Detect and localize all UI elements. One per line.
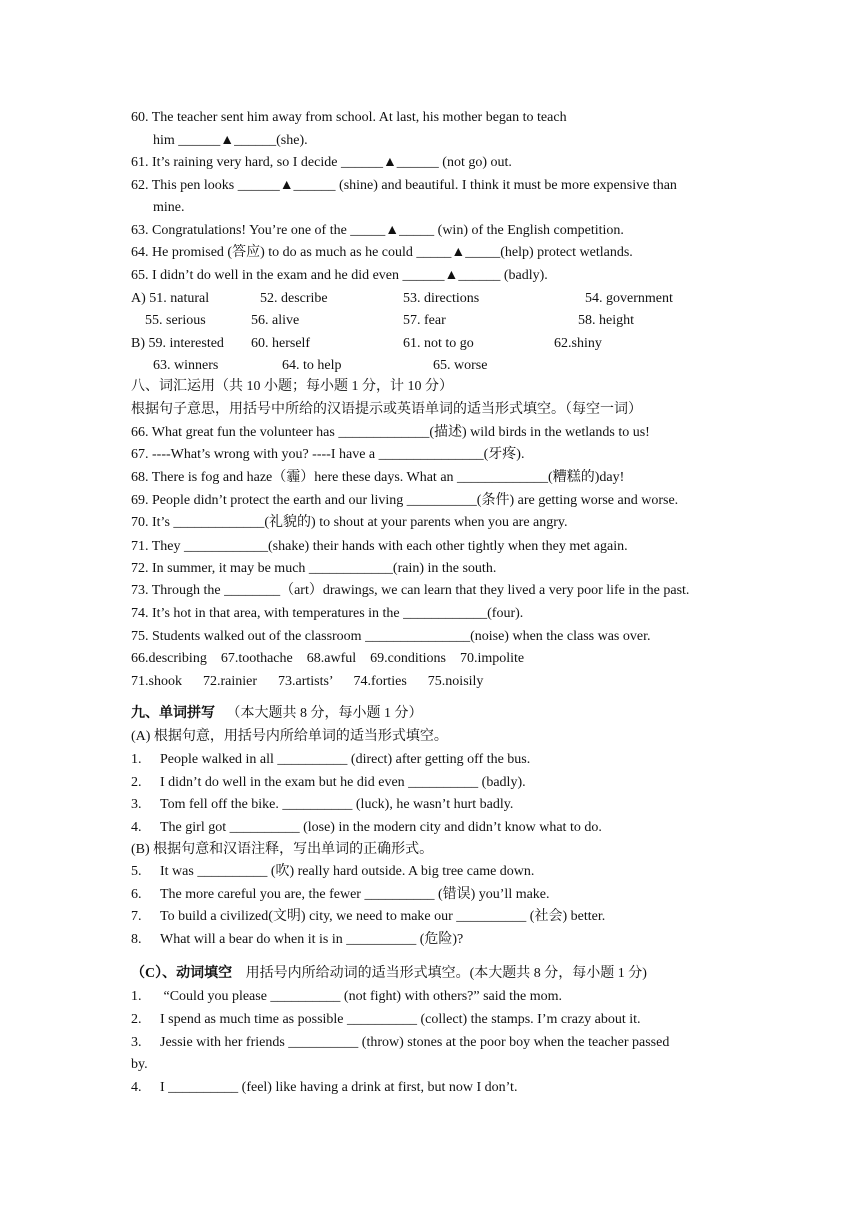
answer-cell: 60. herself (251, 336, 311, 351)
answer-cell: 55. serious (145, 313, 206, 328)
answer-cell: 52. describe (260, 291, 328, 306)
item-number: 6. (131, 887, 142, 902)
question-61: 61. It’s raining very hard, so I decide ______▲______ (not go) out. (131, 155, 512, 170)
item-text: The girl got __________ (lose) in the modern city and didn’t know what to do. (160, 820, 602, 835)
answer-cell: B) 59. interested (131, 336, 224, 351)
item-number: 5. (131, 864, 142, 879)
answer-cell: 57. fear (403, 313, 446, 328)
item-number: 8. (131, 932, 142, 947)
question-64: 64. He promised (答应) to do as much as he could _____▲_____(help) protect wetlands. (131, 245, 633, 260)
question-66: 66. What great fun the volunteer has _____________(描述) wild birds in the wetlands to us! (131, 425, 650, 440)
item-text: People walked in all __________ (direct) after getting off the bus. (160, 752, 531, 767)
answer-cell: 63. winners (153, 358, 219, 373)
question-71: 71. They ____________(shake) their hands with each other tightly when they met again. (131, 539, 628, 554)
item-number: 4. (131, 1080, 142, 1095)
answer-cell: 64. to help (282, 358, 342, 373)
section-9-title-rest: （本大题共 8 分，每小题 1 分） (226, 706, 423, 721)
section-9b-heading: (B) 根据句意和汉语注释，写出单词的正确形式。 (131, 842, 434, 857)
question-62: 62. This pen looks ______▲______ (shine) and beautiful. I think it must be more expensive than (131, 178, 677, 193)
question-69: 69. People didn’t protect the earth and our living __________(条件) are getting worse and worse. (131, 493, 679, 508)
item-text: I spend as much time as possible __________ (collect) the stamps. I’m crazy about it. (160, 1012, 641, 1027)
answer-cell: 54. government (585, 291, 673, 306)
item-number: 4. (131, 820, 142, 835)
question-60-cont: him ______▲______(she). (153, 133, 308, 148)
item-text: The more careful you are, the fewer __________ (错误) you’ll make. (160, 887, 550, 902)
question-73: 73. Through the ________（art）drawings, we can learn that they lived a very poor life in the past. (131, 583, 690, 598)
item-text: I __________ (feel) like having a drink at first, but now I don’t. (160, 1080, 518, 1095)
item-number: 2. (131, 775, 142, 790)
section-c-title-bold: （C）、动词填空 (131, 966, 233, 981)
item-number: 7. (131, 909, 142, 924)
item-number: 1. (131, 752, 142, 767)
list-item-cont: by. (131, 1057, 148, 1072)
answer-cell: 53. directions (403, 291, 480, 306)
question-75: 75. Students walked out of the classroom _______________(noise) when the class was over. (131, 629, 651, 644)
item-number: 2. (131, 1012, 142, 1027)
answer-cell: 58. height (578, 313, 634, 328)
section-8-title: 八、词汇运用（共 10 小题；每小题 1 分，计 10 分） (131, 379, 453, 394)
question-70: 70. It’s _____________(礼貌的) to shout at your parents when you are angry. (131, 515, 568, 530)
answers-8-row-2: 71.shook 72.rainier 73.artists’ 74.forties 75.noisily (131, 674, 484, 689)
section-9-title-bold: 九、单词拼写 (131, 706, 215, 721)
question-65: 65. I didn’t do well in the exam and he did even ______▲______ (badly). (131, 268, 548, 283)
question-72: 72. In summer, it may be much ____________(rain) in the south. (131, 561, 497, 576)
section-9a-heading: (A) 根据句意，用括号内所给单词的适当形式填空。 (131, 729, 448, 744)
question-63: 63. Congratulations! You’re one of the _____▲_____ (win) of the English competition. (131, 223, 624, 238)
section-c-title (131, 965, 647, 983)
item-text: What will a bear do when it is in __________ (危险)? (160, 932, 464, 947)
answer-cell: 62.shiny (554, 336, 602, 351)
answer-cell: A) 51. natural (131, 291, 210, 306)
item-text: Tom fell off the bike. __________ (luck), he wasn’t hurt badly. (160, 797, 514, 812)
question-74: 74. It’s hot in that area, with temperatures in the ____________(four). (131, 606, 524, 621)
item-text: It was __________ (吹) really hard outside. A big tree came down. (160, 864, 535, 879)
question-62-cont: mine. (153, 200, 185, 215)
item-text: I didn’t do well in the exam but he did even __________ (badly). (160, 775, 526, 790)
answer-cell: 65. worse (433, 358, 488, 373)
item-number: 1. (131, 989, 142, 1004)
answers-8-row-1: 66.describing 67.toothache 68.awful 69.conditions 70.impolite (131, 651, 525, 666)
section-8-instructions: 根据句子意思，用括号中所给的汉语提示或英语单词的适当形式填空。（每空一词） (131, 402, 642, 417)
item-text: To build a civilized(文明) city, we need to make our __________ (社会) better. (160, 909, 606, 924)
item-number: 3. (131, 797, 142, 812)
item-text: Jessie with her friends __________ (throw) stones at the poor boy when the teacher passed (160, 1035, 670, 1050)
question-67: 67. ----What’s wrong with you? ----I have a _______________(牙疼). (131, 447, 525, 462)
answer-cell: 61. not to go (403, 336, 474, 351)
section-c-title-rest: 用括号内所给动词的适当形式填空。(本大题共 8 分，每小题 1 分) (245, 966, 647, 981)
question-68: 68. There is fog and haze（霾）here these days. What an _____________(糟糕的)day! (131, 470, 625, 485)
item-text: “Could you please __________ (not fight) with others?” said the mom. (160, 989, 563, 1004)
section-9-title (131, 705, 423, 723)
question-60: 60. The teacher sent him away from school. At last, his mother began to teach (131, 110, 567, 125)
answer-cell: 56. alive (251, 313, 300, 328)
item-number: 3. (131, 1035, 142, 1050)
